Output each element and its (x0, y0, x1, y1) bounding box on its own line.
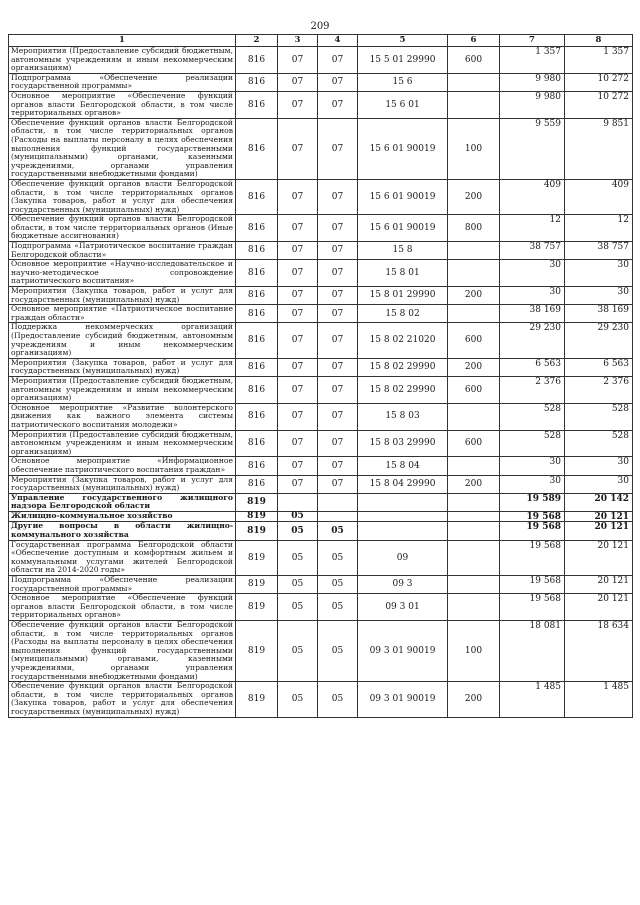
row-name: Основное мероприятие «Научно-исследовательское и научно-методическое сопровождение патриотического воспитания» (9, 260, 236, 287)
row-vr (448, 594, 500, 621)
row-value-2019: 1 357 (500, 47, 565, 74)
row-pr: 07 (318, 73, 358, 91)
row-value-2019: 19 568 (500, 594, 565, 621)
row-value-2020: 10 272 (565, 91, 633, 118)
row-rz: 05 (278, 540, 318, 575)
row-rz: 05 (278, 594, 318, 621)
row-value-2020: 528 (565, 430, 633, 457)
row-rz: 07 (278, 475, 318, 493)
row-rz: 07 (278, 287, 318, 305)
row-pr: 07 (318, 47, 358, 74)
row-ved: 816 (236, 47, 278, 74)
row-csr: 15 8 04 29990 (358, 475, 448, 493)
row-csr: 15 8 04 (358, 457, 448, 475)
row-vr (448, 511, 500, 522)
row-ved: 816 (236, 91, 278, 118)
row-value-2020: 38 169 (565, 305, 633, 323)
row-csr: 15 8 02 29990 (358, 358, 448, 376)
row-rz: 07 (278, 323, 318, 358)
row-name: Основное мероприятие «Обеспечение функций органов власти Белгородской области, в том числе территориальных органов» (9, 594, 236, 621)
row-value-2019: 19 589 (500, 493, 565, 511)
table-row (9, 576, 633, 594)
row-pr: 07 (318, 287, 358, 305)
table-row (9, 540, 633, 575)
row-name: Мероприятия (Предоставление субсидий бюджетным, автономным учреждениям и иным некоммерческим организациям) (9, 47, 236, 74)
row-ved: 819 (236, 540, 278, 575)
row-name: Обеспечение функций органов власти Белгородской области, в том числе территориальных органов (Расходы на выплаты персоналу в целях обеспечения выполнения функций государственными (муниципальными) органами, казенными учреждениями, органами управления государственными внебюджетными фондами) (9, 118, 236, 179)
row-name: Обеспечение функций органов власти Белгородской области, в том числе территориальных органов (Расходы на выплаты персоналу в целях обеспечения выполнения функций государственными (муниципальными) органами, казенными учреждениями, органами управления государственными внебюджетными фондами) (9, 621, 236, 682)
row-value-2019: 409 (500, 179, 565, 214)
row-rz: 07 (278, 242, 318, 260)
row-value-2019: 29 230 (500, 323, 565, 358)
row-value-2020: 9 851 (565, 118, 633, 179)
table-row (9, 47, 633, 74)
table-row (9, 430, 633, 457)
row-value-2019: 30 (500, 457, 565, 475)
row-ved: 819 (236, 682, 278, 717)
row-value-2019: 9 980 (500, 91, 565, 118)
col-header-7: 7 (500, 35, 565, 47)
row-rz: 07 (278, 430, 318, 457)
table-row (9, 91, 633, 118)
row-ved: 816 (236, 376, 278, 403)
row-rz: 07 (278, 457, 318, 475)
table-row (9, 682, 633, 717)
row-vr: 200 (448, 287, 500, 305)
row-rz: 05 (278, 576, 318, 594)
row-vr (448, 576, 500, 594)
row-vr (448, 242, 500, 260)
row-vr (448, 403, 500, 430)
row-name: Основное мероприятие «Информационное обеспечение патриотического воспитания граждан» (9, 457, 236, 475)
row-pr: 07 (318, 118, 358, 179)
row-vr (448, 457, 500, 475)
col-header-2: 2 (236, 35, 278, 47)
row-pr: 05 (318, 682, 358, 717)
row-value-2019: 12 (500, 215, 565, 242)
row-csr (358, 522, 448, 540)
row-csr: 15 8 02 21020 (358, 323, 448, 358)
row-vr (448, 73, 500, 91)
row-name: Обеспечение функций органов власти Белгородской области, в том числе территориальных органов (Закупка товаров, работ и услуг для обеспечения государственных (муниципальных) нужд) (9, 179, 236, 214)
row-value-2020: 2 376 (565, 376, 633, 403)
row-value-2020: 20 121 (565, 540, 633, 575)
row-value-2019: 528 (500, 430, 565, 457)
table-row (9, 260, 633, 287)
row-csr: 09 3 (358, 576, 448, 594)
row-value-2019: 2 376 (500, 376, 565, 403)
table-row (9, 118, 633, 179)
row-pr: 07 (318, 91, 358, 118)
row-pr: 05 (318, 576, 358, 594)
row-vr: 200 (448, 682, 500, 717)
row-rz: 07 (278, 215, 318, 242)
row-ved: 819 (236, 493, 278, 511)
row-rz: 05 (278, 682, 318, 717)
row-pr: 05 (318, 522, 358, 540)
row-value-2019: 18 081 (500, 621, 565, 682)
row-value-2020: 10 272 (565, 73, 633, 91)
row-value-2019: 19 568 (500, 522, 565, 540)
row-name: Подпрограмма «Обеспечение реализации государственной программы» (9, 73, 236, 91)
row-csr: 09 3 01 90019 (358, 621, 448, 682)
row-pr: 07 (318, 430, 358, 457)
col-header-8: 8 (565, 35, 633, 47)
row-value-2020: 18 634 (565, 621, 633, 682)
row-rz: 05 (278, 522, 318, 540)
row-value-2019: 38 757 (500, 242, 565, 260)
row-name: Мероприятия (Предоставление субсидий бюджетным, автономным учреждениям и иным некоммерческим организациям) (9, 376, 236, 403)
row-value-2020: 38 757 (565, 242, 633, 260)
row-csr (358, 493, 448, 511)
row-rz: 07 (278, 73, 318, 91)
row-pr: 07 (318, 457, 358, 475)
row-name: Подпрограмма «Патриотическое воспитание граждан Белгородской области» (9, 242, 236, 260)
row-rz: 07 (278, 118, 318, 179)
row-ved: 816 (236, 179, 278, 214)
row-ved: 816 (236, 260, 278, 287)
row-name: Поддержка некоммерческих организаций (Предоставление субсидий бюджетным, автономным учреждениям и иным некоммерческим организациям) (9, 323, 236, 358)
table-row (9, 305, 633, 323)
row-value-2019: 6 563 (500, 358, 565, 376)
row-vr: 200 (448, 179, 500, 214)
row-csr: 15 6 (358, 73, 448, 91)
row-rz: 05 (278, 511, 318, 522)
table-row (9, 457, 633, 475)
row-vr: 600 (448, 47, 500, 74)
row-pr: 07 (318, 358, 358, 376)
row-value-2019: 30 (500, 475, 565, 493)
row-csr: 15 8 (358, 242, 448, 260)
row-csr: 09 (358, 540, 448, 575)
row-ved: 819 (236, 511, 278, 522)
row-value-2019: 19 568 (500, 576, 565, 594)
row-csr: 15 8 03 29990 (358, 430, 448, 457)
row-ved: 816 (236, 457, 278, 475)
table-row (9, 376, 633, 403)
row-csr: 15 6 01 90019 (358, 179, 448, 214)
column-header-row (9, 35, 633, 47)
row-name: Мероприятия (Закупка товаров, работ и услуг для государственных (муниципальных) нужд) (9, 475, 236, 493)
row-vr (448, 91, 500, 118)
row-vr: 600 (448, 376, 500, 403)
row-name: Обеспечение функций органов власти Белгородской области, в том числе территориальных органов (Закупка товаров, работ и услуг для обеспечения государственных (муниципальных) нужд) (9, 682, 236, 717)
row-name: Жилищно-коммунальное хозяйство (9, 511, 236, 522)
row-pr (318, 493, 358, 511)
row-csr (358, 511, 448, 522)
row-vr: 600 (448, 323, 500, 358)
table-row (9, 215, 633, 242)
row-ved: 816 (236, 287, 278, 305)
row-value-2020: 528 (565, 403, 633, 430)
row-rz: 07 (278, 47, 318, 74)
row-pr (318, 511, 358, 522)
row-csr: 15 8 01 (358, 260, 448, 287)
table-row (9, 475, 633, 493)
row-value-2020: 20 121 (565, 511, 633, 522)
row-name: Мероприятия (Закупка товаров, работ и услуг для государственных (муниципальных) нужд) (9, 358, 236, 376)
row-pr: 07 (318, 305, 358, 323)
row-csr: 15 8 02 (358, 305, 448, 323)
row-pr: 07 (318, 260, 358, 287)
row-pr: 07 (318, 403, 358, 430)
row-name: Основное мероприятие «Обеспечение функций органов власти Белгородской области, в том числе территориальных органов» (9, 91, 236, 118)
table-row (9, 287, 633, 305)
col-header-4: 4 (318, 35, 358, 47)
row-name: Мероприятия (Закупка товаров, работ и услуг для государственных (муниципальных) нужд) (9, 287, 236, 305)
row-vr: 100 (448, 118, 500, 179)
row-name: Государственная программа Белгородской области «Обеспечение доступным и комфортным жильем и коммунальными услугами жителей Белгородской области на 2014-2020 годы» (9, 540, 236, 575)
row-vr (448, 260, 500, 287)
col-header-3: 3 (278, 35, 318, 47)
row-csr: 15 6 01 90019 (358, 215, 448, 242)
row-vr: 800 (448, 215, 500, 242)
row-pr: 07 (318, 215, 358, 242)
row-vr (448, 540, 500, 575)
row-rz: 07 (278, 376, 318, 403)
row-ved: 816 (236, 430, 278, 457)
row-csr: 15 6 01 90019 (358, 118, 448, 179)
table-row (9, 358, 633, 376)
col-header-1: 1 (9, 35, 236, 47)
row-rz: 05 (278, 621, 318, 682)
row-pr: 07 (318, 242, 358, 260)
row-value-2019: 528 (500, 403, 565, 430)
row-ved: 819 (236, 522, 278, 540)
row-value-2019: 19 568 (500, 540, 565, 575)
row-name: Основное мероприятие «Патриотическое воспитание граждан области» (9, 305, 236, 323)
row-value-2019: 30 (500, 287, 565, 305)
row-ved: 816 (236, 215, 278, 242)
row-ved: 816 (236, 73, 278, 91)
row-pr: 07 (318, 179, 358, 214)
row-value-2019: 9 559 (500, 118, 565, 179)
row-pr: 07 (318, 376, 358, 403)
row-value-2020: 20 142 (565, 493, 633, 511)
row-ved: 819 (236, 576, 278, 594)
row-vr (448, 305, 500, 323)
row-vr: 200 (448, 358, 500, 376)
row-ved: 816 (236, 242, 278, 260)
table-row (9, 403, 633, 430)
row-value-2019: 9 980 (500, 73, 565, 91)
row-name: Мероприятия (Предоставление субсидий бюджетным, автономным учреждениям и иным некоммерческим организациям) (9, 430, 236, 457)
table-row (9, 323, 633, 358)
row-value-2020: 29 230 (565, 323, 633, 358)
row-pr: 07 (318, 475, 358, 493)
row-value-2020: 30 (565, 475, 633, 493)
row-name: Основное мероприятие «Развитие волонтерского движения как важного элемента системы патриотического воспитания молодежи» (9, 403, 236, 430)
row-csr: 09 3 01 90019 (358, 682, 448, 717)
row-ved: 816 (236, 475, 278, 493)
table-row (9, 522, 633, 540)
row-ved: 816 (236, 358, 278, 376)
row-rz: 07 (278, 403, 318, 430)
col-header-5: 5 (358, 35, 448, 47)
row-csr: 15 6 01 (358, 91, 448, 118)
table-row (9, 621, 633, 682)
row-csr: 15 8 01 29990 (358, 287, 448, 305)
row-value-2020: 12 (565, 215, 633, 242)
row-value-2019: 19 568 (500, 511, 565, 522)
row-ved: 819 (236, 594, 278, 621)
row-vr: 100 (448, 621, 500, 682)
row-name: Управление государственного жилищного надзора Белгородской области (9, 493, 236, 511)
row-rz (278, 493, 318, 511)
row-vr (448, 493, 500, 511)
row-name: Другие вопросы в области жилищно-коммунального хозяйства (9, 522, 236, 540)
row-pr: 05 (318, 621, 358, 682)
row-vr: 600 (448, 430, 500, 457)
row-vr: 200 (448, 475, 500, 493)
row-name: Подпрограмма «Обеспечение реализации государственной программы» (9, 576, 236, 594)
row-value-2019: 1 485 (500, 682, 565, 717)
row-rz: 07 (278, 358, 318, 376)
row-csr: 15 8 02 29990 (358, 376, 448, 403)
row-pr: 05 (318, 540, 358, 575)
row-ved: 816 (236, 323, 278, 358)
table-row (9, 242, 633, 260)
table-row (9, 594, 633, 621)
row-ved: 816 (236, 118, 278, 179)
row-ved: 816 (236, 305, 278, 323)
table-row (9, 493, 633, 511)
row-rz: 07 (278, 91, 318, 118)
row-value-2020: 30 (565, 457, 633, 475)
row-ved: 819 (236, 621, 278, 682)
row-rz: 07 (278, 260, 318, 287)
row-value-2020: 20 121 (565, 576, 633, 594)
row-value-2020: 1 357 (565, 47, 633, 74)
row-pr: 05 (318, 594, 358, 621)
table-row (9, 179, 633, 214)
row-value-2019: 38 169 (500, 305, 565, 323)
row-value-2020: 20 121 (565, 594, 633, 621)
row-value-2019: 30 (500, 260, 565, 287)
row-csr: 15 8 03 (358, 403, 448, 430)
col-header-6: 6 (448, 35, 500, 47)
table-row (9, 73, 633, 91)
row-ved: 816 (236, 403, 278, 430)
table-row (9, 511, 633, 522)
row-rz: 07 (278, 305, 318, 323)
row-value-2020: 409 (565, 179, 633, 214)
row-name: Обеспечение функций органов власти Белгородской области, в том числе территориальных органов (Иные бюджетные ассигнования) (9, 215, 236, 242)
page-number: 209 (310, 21, 330, 32)
row-csr: 15 5 01 29990 (358, 47, 448, 74)
row-vr (448, 522, 500, 540)
row-value-2020: 20 121 (565, 522, 633, 540)
row-value-2020: 6 563 (565, 358, 633, 376)
row-pr: 07 (318, 323, 358, 358)
row-value-2020: 1 485 (565, 682, 633, 717)
row-value-2020: 30 (565, 260, 633, 287)
row-rz: 07 (278, 179, 318, 214)
row-value-2020: 30 (565, 287, 633, 305)
row-csr: 09 3 01 (358, 594, 448, 621)
budget-table (8, 34, 633, 718)
